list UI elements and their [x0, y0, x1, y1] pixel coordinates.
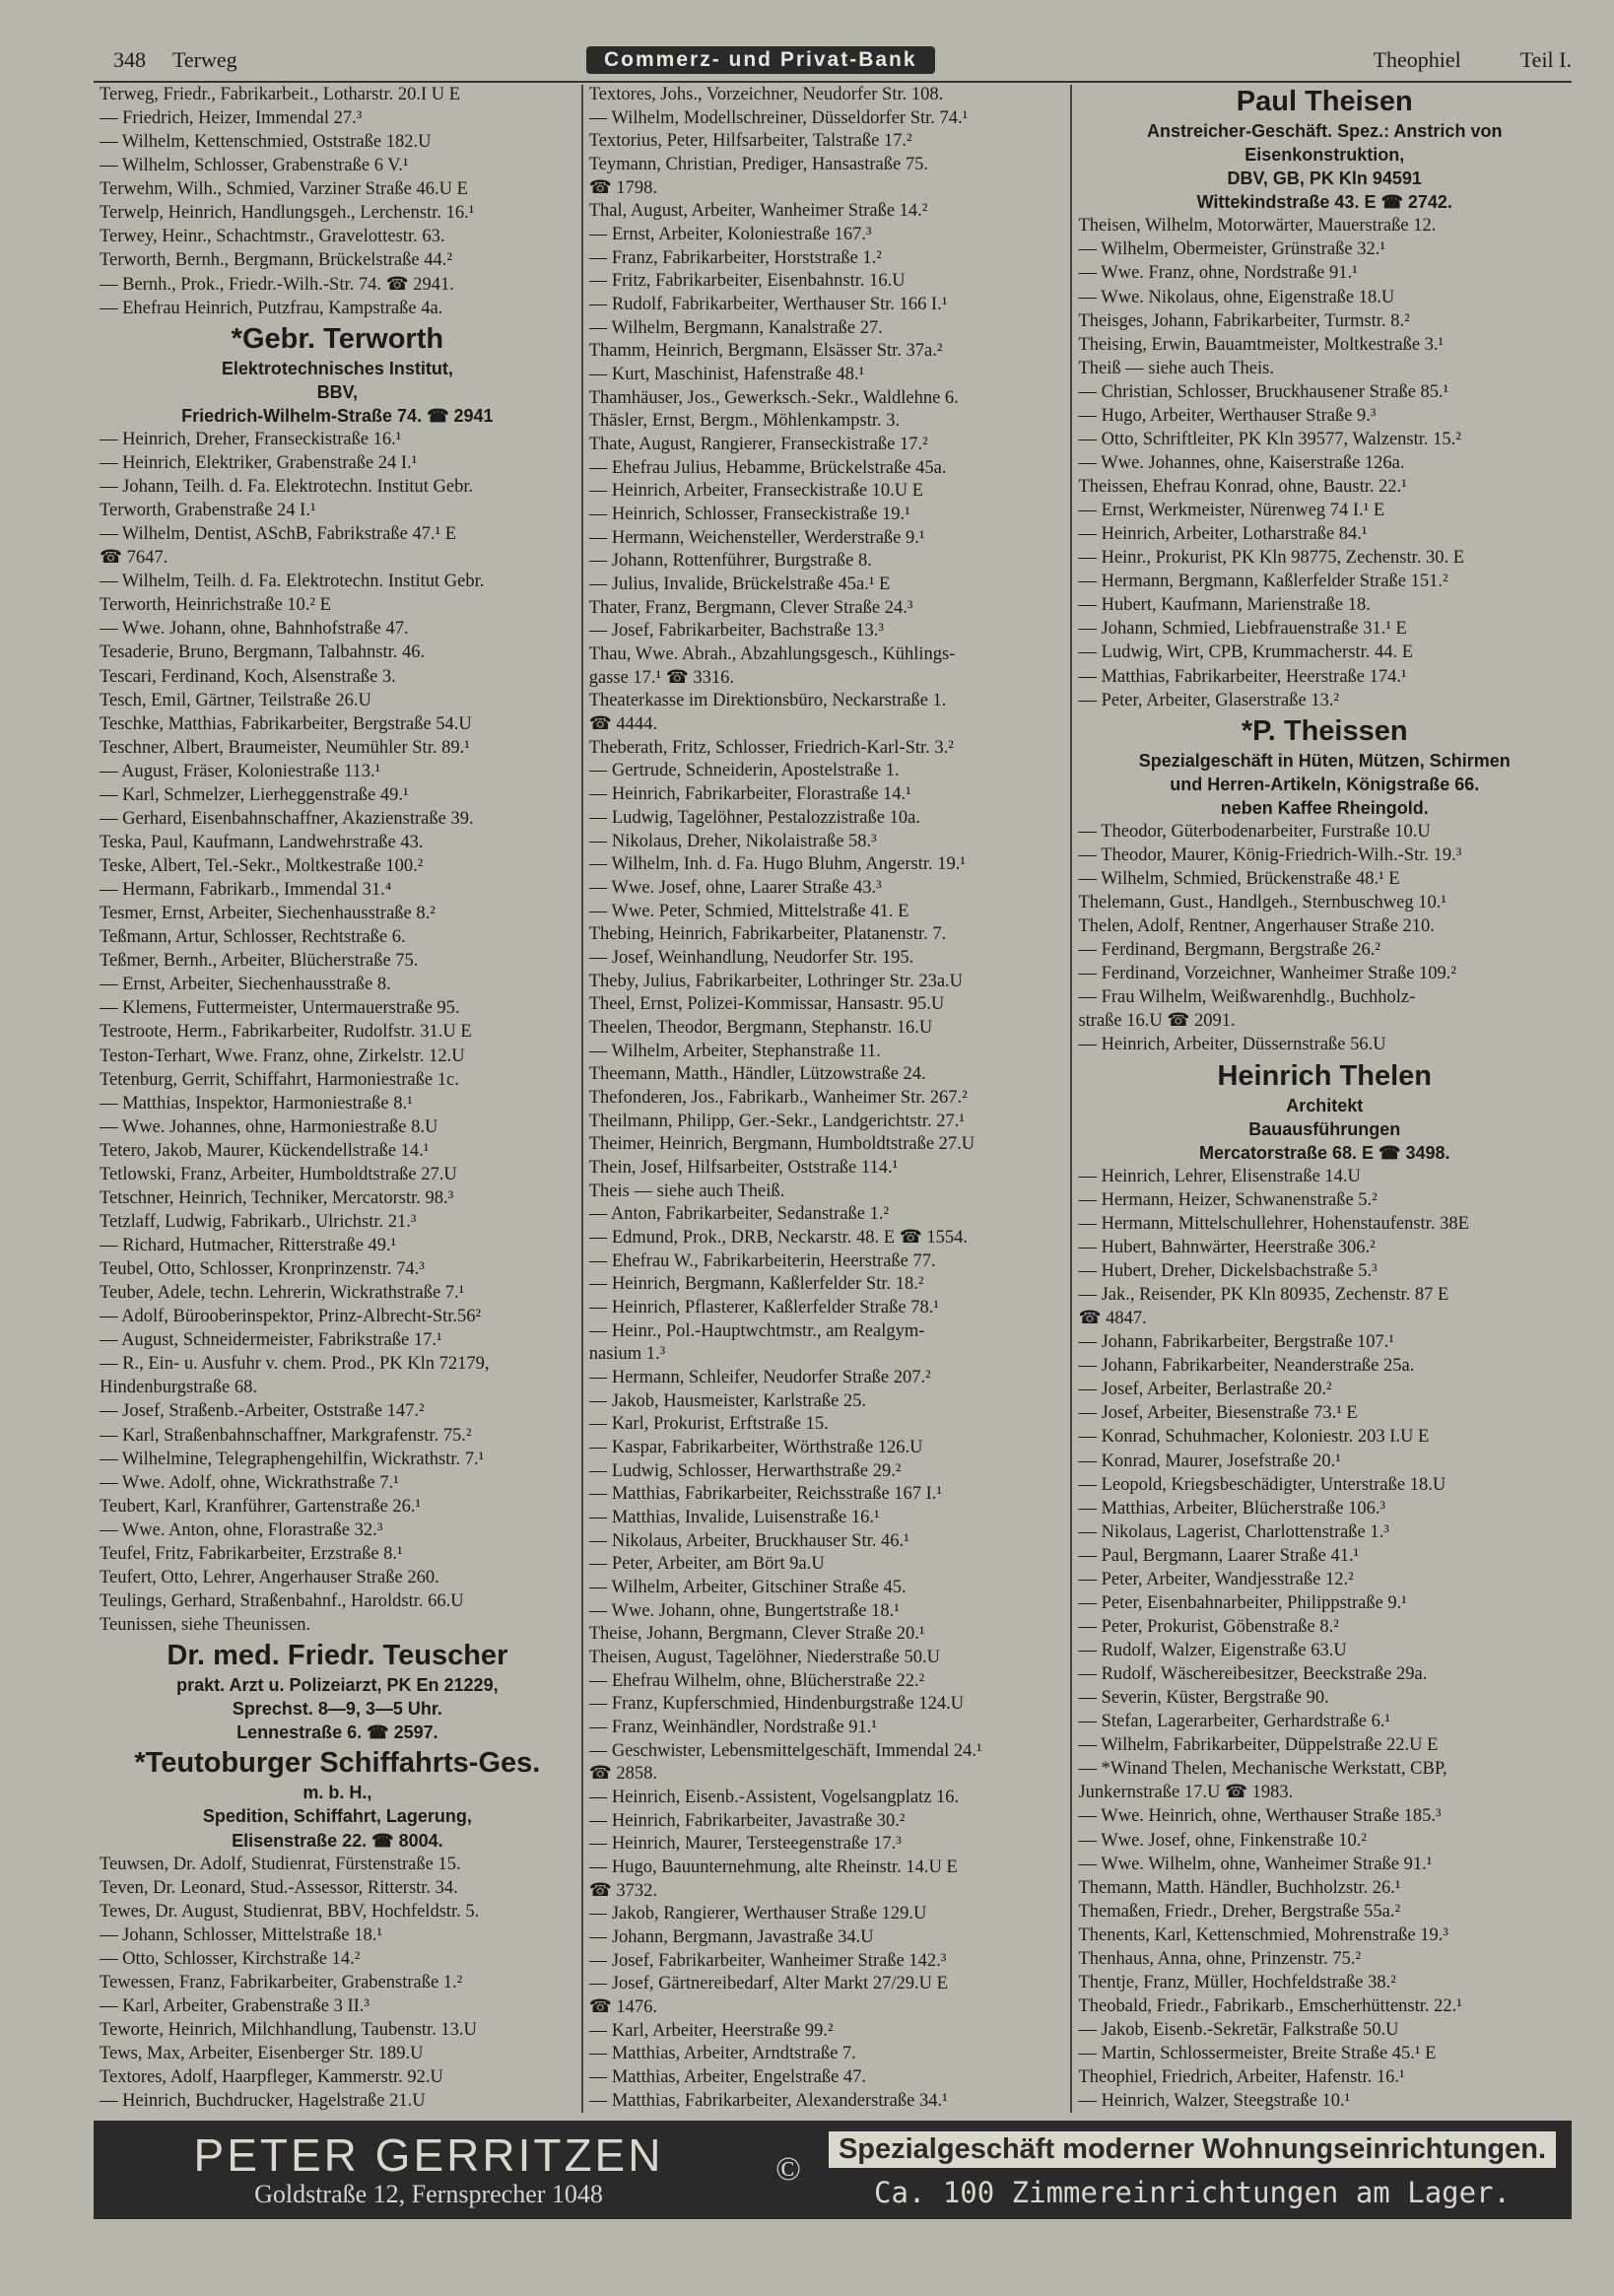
advert-line: Mercatorstraße 68. E ☎ 3498. — [1198, 1142, 1450, 1163]
directory-entry: — Heinr., Pol.-Hauptwchtmstr., am Realgym- — [588, 1320, 925, 1341]
directory-entry: Tews, Max, Arbeiter, Eisenberger Str. 189.U — [100, 2044, 424, 2064]
directory-entry: — Ernst, Arbeiter, Koloniestraße 167.³ — [588, 225, 872, 245]
directory-entry: Theise, Johann, Bergmann, Clever Straße 20.¹ — [588, 1624, 925, 1645]
directory-entry: — Karl, Arbeiter, Grabenstraße 3 II.³ — [100, 1995, 370, 2016]
directory-entry: — Heinrich, Bergmann, Kaßlerfelder Str. 18.² — [588, 1274, 924, 1295]
directory-entry: — Wwe. Johann, ohne, Bungertstraße 18.¹ — [588, 1600, 900, 1621]
advert-line: m. b. H., — [303, 1783, 372, 1803]
directory-entry: — Johann, Schmied, Liebfrauenstraße 31.¹ E — [1078, 619, 1407, 640]
directory-entry: — Wilhelm, Bergmann, Kanalstraße 27. — [588, 317, 883, 338]
directory-entry: — Matthias, Arbeiter, Arndtstraße 7. — [588, 2044, 856, 2064]
directory-entry: Theisen, August, Tagelöhner, Niederstraße 50.U — [588, 1648, 940, 1668]
directory-entry: Tesmer, Ernst, Arbeiter, Siechenhausstraße 8.² — [100, 904, 436, 924]
directory-entry: Tetlowski, Franz, Arbeiter, Humboldtstraße 27.U — [100, 1164, 457, 1184]
directory-entry: — Matthias, Fabrikarbeiter, Reichsstraße 167 I.¹ — [588, 1484, 943, 1505]
directory-entry: — Karl, Prokurist, Erftstraße 15. — [588, 1414, 829, 1435]
directory-entry: — Wilhelm, Modellschreiner, Düsseldorfer Str. 74.¹ — [588, 107, 969, 128]
directory-entry: Teska, Paul, Kaufmann, Landwehrstraße 43. — [100, 832, 424, 852]
directory-entry: Teymann, Christian, Prediger, Hansastraße 75. — [588, 155, 928, 175]
directory-entry: — Ferdinand, Bergmann, Bergstraße 26.² — [1078, 940, 1380, 961]
directory-entry: — Matthias, Arbeiter, Blücherstraße 106.³ — [1078, 1498, 1385, 1519]
advert-heading: *P. Theissen — [1241, 714, 1408, 747]
directory-columns — [94, 85, 1577, 2113]
directory-entry: Theis — siehe auch Theiß. — [588, 1181, 785, 1201]
directory-entry: — Wilhelm, Arbeiter, Gitschiner Straße 45. — [588, 1578, 907, 1597]
directory-entry: — Peter, Arbeiter, Wandjesstraße 12.² — [1078, 1569, 1354, 1589]
advert-heading: *Teutoburger Schiffahrts-Ges. — [134, 1747, 541, 1780]
directory-entry: — R., Ein- u. Ausfuhr v. chem. Prod., PK Kln 72179, — [100, 1354, 490, 1375]
directory-entry: — Leopold, Kriegsbeschädigter, Unterstraße 18.U — [1078, 1474, 1446, 1495]
directory-entry: Thal, August, Arbeiter, Wanheimer Straße 14.² — [588, 201, 928, 222]
advertiser-name: PETER GERRITZEN — [193, 2129, 664, 2181]
directory-entry: Themann, Matth. Händler, Buchholzstr. 26.¹ — [1078, 1877, 1401, 1898]
advertiser-stock: Ca. 100 Zimmereinrichtungen am Lager. — [873, 2175, 1511, 2209]
directory-entry: — Heinrich, Fabrikarbeiter, Florastraße 14.¹ — [588, 784, 911, 805]
directory-entry: Teston-Terhart, Wwe. Franz, ohne, Zirkelstr. 12.U — [100, 1046, 465, 1066]
directory-entry: Theiß — siehe auch Theis. — [1078, 358, 1274, 378]
directory-entry: — Wilhelm, Fabrikarbeiter, Düppelstraße 22.U E — [1078, 1735, 1439, 1756]
advert-line: Elektrotechnisches Institut, — [221, 358, 453, 378]
directory-entry: Thenhaus, Anna, ohne, Prinzenstr. 75.² — [1078, 1948, 1362, 1969]
directory-entry: Teufel, Fritz, Fabrikarbeiter, Erzstraße 8.¹ — [100, 1543, 403, 1564]
directory-entry: Thater, Franz, Bergmann, Clever Straße 24.³ — [588, 597, 913, 618]
directory-entry: Thenents, Karl, Kettenschmied, Mohrenstraße 19.³ — [1078, 1925, 1448, 1945]
directory-entry: Thebing, Heinrich, Fabrikarbeiter, Platanenstr. 7. — [588, 924, 947, 945]
directory-entry: — Konrad, Maurer, Josefstraße 20.¹ — [1078, 1451, 1341, 1471]
directory-entry: Thamhäuser, Jos., Gewerksch.-Sekr., Waldlehne 6. — [588, 387, 959, 408]
directory-entry: — Karl, Straßenbahnschaffner, Markgrafenstr. 75.² — [100, 1425, 472, 1446]
directory-entry: — Franz, Weinhändler, Nordstraße 91.¹ — [588, 1718, 877, 1738]
directory-entry: — Jakob, Hausmeister, Karlstraße 25. — [588, 1390, 867, 1411]
directory-entry: — Ferdinand, Vorzeichner, Wanheimer Straße 109.² — [1078, 964, 1456, 984]
directory-entry: Thäsler, Ernst, Bergm., Möhlenkampstr. 3. — [588, 411, 901, 432]
trademark-icon: © — [775, 2151, 801, 2188]
directory-entry: — Anton, Fabrikarbeiter, Sedanstraße 1.² — [588, 1204, 890, 1225]
directory-entry: Teschner, Albert, Braumeister, Neumühler Str. 89.¹ — [100, 737, 470, 758]
directory-entry: — Wilhelm, Teilh. d. Fa. Elektrotechn. Institut Gebr. — [100, 572, 485, 592]
advert-heading: Dr. med. Friedr. Teuscher — [167, 1640, 508, 1672]
directory-entry: — Ludwig, Wirt, CPB, Krummacherstr. 44. E — [1078, 642, 1414, 663]
directory-entry: Teufert, Otto, Lehrer, Angerhauser Straße 260. — [100, 1567, 439, 1587]
directory-entry: — *Winand Thelen, Mechanische Werkstatt, CBP, — [1078, 1759, 1447, 1780]
directory-entry: — Nikolaus, Dreher, Nikolaistraße 58.³ — [588, 831, 877, 851]
page-number: 348 — [113, 47, 146, 72]
directory-entry: Tesaderie, Bruno, Bergmann, Talbahnstr. 46. — [100, 642, 426, 663]
directory-entry: — Wwe. Heinrich, ohne, Werthauser Straße 185.³ — [1078, 1806, 1442, 1827]
directory-entry: — Johann, Schlosser, Mittelstraße 18.¹ — [100, 1925, 382, 1945]
directory-entry: — Nikolaus, Arbeiter, Bruckhauser Str. 46.¹ — [588, 1530, 909, 1551]
advert-heading: *Gebr. Terworth — [231, 322, 444, 355]
directory-entry: — Johann, Teilh. d. Fa. Elektrotechn. Institut Gebr. — [100, 477, 474, 497]
directory-entry: — Kurt, Maschinist, Hafenstraße 48.¹ — [588, 365, 865, 385]
directory-entry: — Ehefrau Wilhelm, ohne, Blücherstraße 22.² — [588, 1670, 925, 1691]
directory-entry: — Peter, Arbeiter, Glaserstraße 13.² — [1078, 690, 1339, 710]
directory-entry: — Matthias, Fabrikarbeiter, Heerstraße 174.¹ — [1078, 666, 1407, 687]
advert-line: Elisenstraße 22. ☎ 8004. — [232, 1830, 443, 1851]
directory-entry: — Heinrich, Pflasterer, Kaßlerfelder Straße 78.¹ — [588, 1297, 939, 1317]
directory-entry: Theimer, Heinrich, Bergmann, Humboldtstraße 27.U — [588, 1134, 975, 1155]
directory-entry: Textores, Adolf, Haarpfleger, Kammerstr. 92.U — [100, 2067, 443, 2088]
directory-entry: — Johann, Rottenführer, Burgstraße 8. — [588, 551, 872, 572]
directory-entry: Teßmer, Bernh., Arbeiter, Blücherstraße 75. — [100, 951, 419, 972]
directory-entry: Teuwsen, Dr. Adolf, Studienrat, Fürstenstraße 15. — [100, 1854, 461, 1874]
directory-entry: ☎ 4847. — [1078, 1309, 1147, 1329]
directory-entry: — Rudolf, Walzer, Eigenstraße 63.U — [1078, 1641, 1347, 1660]
directory-entry: Teubert, Karl, Kranführer, Gartenstraße 26.¹ — [100, 1496, 422, 1517]
directory-entry: — Matthias, Arbeiter, Engelstraße 47. — [588, 2067, 867, 2088]
directory-entry: — Karl, Schmelzer, Lierheggenstraße 49.¹ — [100, 784, 409, 805]
directory-entry: — Wilhelm, Arbeiter, Stephanstraße 11. — [588, 1041, 881, 1061]
directory-entry: Thate, August, Rangierer, Franseckistraße 17.² — [588, 435, 928, 455]
directory-entry: — Hugo, Arbeiter, Werthauser Straße 9.³ — [1078, 405, 1377, 426]
directory-entry: — Ehefrau Heinrich, Putzfrau, Kampstraße 4a. — [100, 298, 443, 318]
directory-entry: — Martin, Schlossermeister, Breite Straße 45.¹ E — [1078, 2044, 1437, 2064]
directory-entry: — Hugo, Bauunternehmung, alte Rheinstr. 14.U E — [588, 1857, 958, 1878]
directory-entry: — Josef, Gärtnereibedarf, Alter Markt 27/29.U E — [588, 1974, 948, 1994]
directory-entry: — Jakob, Rangierer, Werthauser Straße 129.U — [588, 1904, 927, 1925]
directory-entry: — Paul, Bergmann, Laarer Straße 41.¹ — [1078, 1545, 1360, 1566]
directory-entry: Tetenburg, Gerrit, Schiffahrt, Harmoniestraße 1c. — [100, 1069, 459, 1090]
directory-entry: — Josef, Arbeiter, Berlastraße 20.² — [1078, 1380, 1332, 1400]
directory-entry: — Rudolf, Fabrikarbeiter, Werthauser Str. 166 I.¹ — [588, 295, 948, 315]
directory-entry: Terworth, Grabenstraße 24 I.¹ — [100, 501, 316, 521]
directory-entry: Theilmann, Philipp, Ger.-Sekr., Landgerichtstr. 27.¹ — [588, 1111, 965, 1131]
directory-entry: — Wwe. Anton, ohne, Florastraße 32.³ — [100, 1519, 383, 1540]
directory-entry: — Frau Wilhelm, Weißwarenhdlg., Buchholz- — [1078, 987, 1416, 1008]
directory-entry: ☎ 2858. — [588, 1764, 658, 1785]
directory-entry: — Wwe. Josef, ohne, Laarer Straße 43.³ — [588, 877, 882, 898]
directory-entry: Terworth, Bernh., Bergmann, Brückelstraße 44.² — [100, 250, 452, 271]
directory-entry: Teworte, Heinrich, Milchhandlung, Taubenstr. 13.U — [100, 2020, 477, 2040]
directory-entry: — Heinrich, Arbeiter, Düssernstraße 56.U — [1078, 1035, 1386, 1055]
directory-entry: — Jakob, Eisenb.-Sekretär, Falkstraße 50.U — [1078, 2020, 1399, 2040]
directory-entry: — Rudolf, Wäschereibesitzer, Beeckstraße 29a. — [1078, 1664, 1428, 1685]
directory-entry: — Franz, Kupferschmied, Hindenburgstraße 124.U — [588, 1694, 965, 1715]
directory-entry: — Wilhelm, Kettenschmied, Oststraße 182.U — [100, 132, 432, 153]
first-keyword: Terweg — [172, 47, 237, 72]
directory-entry: — Jak., Reisender, PK Kln 80935, Zechenstr. 87 E — [1078, 1285, 1449, 1306]
directory-entry: — Wilhelm, Schlosser, Grabenstraße 6 V.¹ — [100, 156, 409, 176]
part-label: Teil I. — [1519, 47, 1572, 72]
advert-line: BBV, — [316, 381, 359, 402]
directory-entry: — Heinrich, Maurer, Tersteegenstraße 17.³ — [588, 1834, 902, 1855]
directory-entry: — Ludwig, Schlosser, Herwarthstraße 29.² — [588, 1460, 902, 1481]
advert-line: und Herren-Artikeln, Königstraße 66. — [1170, 774, 1480, 794]
directory-entry: — Hermann, Bergmann, Kaßlerfelder Straße 151.² — [1078, 572, 1448, 592]
directory-entry: Teske, Albert, Tel.-Sekr., Moltkestraße 100.² — [100, 856, 424, 876]
advert-line: Friedrich-Wilhelm-Straße 74. ☎ 2941 — [181, 405, 494, 426]
directory-entry: — Johann, Fabrikarbeiter, Neanderstraße 25a. — [1078, 1356, 1415, 1377]
directory-entry: Terwehm, Wilh., Schmied, Varziner Straße 46.U E — [100, 179, 468, 200]
directory-entry: — Friedrich, Heizer, Immendal 27.³ — [100, 108, 363, 129]
advert-line: Eisenkonstruktion, — [1244, 145, 1405, 166]
directory-entry: — Gerhard, Eisenbahnschaffner, Akazienstraße 39. — [100, 808, 474, 829]
directory-entry: — Hermann, Fabrikarb., Immendal 31.⁴ — [100, 880, 392, 901]
directory-entry: Junkernstraße 17.U ☎ 1983. — [1078, 1783, 1294, 1803]
directory-entry: — Ehefrau W., Fabrikarbeiterin, Heerstraße 77. — [588, 1250, 936, 1271]
directory-entry: — Otto, Schriftleiter, PK Kln 39577, Walzenstr. 15.² — [1078, 429, 1461, 449]
directory-entry: — Heinrich, Eisenb.-Assistent, Vogelsangplatz 16. — [588, 1788, 960, 1808]
directory-entry: — Stefan, Lagerarbeiter, Gerhardstraße 6.¹ — [1078, 1712, 1391, 1732]
directory-entry: Teunissen, siehe Theunissen. — [100, 1615, 311, 1635]
directory-entry: — Ernst, Arbeiter, Siechenhausstraße 8. — [100, 975, 391, 995]
advert-line: Wittekindstraße 43. E ☎ 2742. — [1196, 192, 1452, 213]
directory-entry: Tesch, Emil, Gärtner, Teilstraße 26.U — [100, 690, 371, 710]
directory-entry: — Josef, Arbeiter, Biesenstraße 73.¹ E — [1078, 1403, 1358, 1424]
directory-entry: Theberath, Fritz, Schlosser, Friedrich-Karl-Str. 3.² — [588, 737, 954, 758]
directory-entry: — Wwe. Johann, ohne, Bahnhofstraße 47. — [100, 619, 409, 640]
directory-entry: — Hermann, Schleifer, Neudorfer Straße 207.² — [588, 1367, 931, 1387]
directory-entry: Teulings, Gerhard, Straßenbahnf., Haroldstr. 66.U — [100, 1590, 464, 1611]
column-2 — [583, 85, 1073, 2113]
directory-entry: Tetschner, Heinrich, Techniker, Mercatorstr. 98.³ — [100, 1187, 454, 1208]
advert-heading: Heinrich Thelen — [1217, 1059, 1433, 1092]
directory-entry: Thelen, Adolf, Rentner, Angerhauser Straße 210. — [1078, 916, 1435, 937]
advert-line: Bauausführungen — [1248, 1118, 1401, 1139]
directory-entry: — Gertrude, Schneiderin, Apostelstraße 1. — [588, 761, 900, 781]
directory-entry: — Fritz, Fabrikarbeiter, Eisenbahnstr. 16.U — [588, 271, 906, 292]
directory-entry: — Severin, Küster, Bergstraße 90. — [1078, 1688, 1329, 1709]
advert-line: Lennestraße 6. ☎ 2597. — [236, 1722, 438, 1743]
directory-entry: — Wilhelm, Obermeister, Grünstraße 32.¹ — [1078, 239, 1385, 260]
directory-entry: Teubel, Otto, Schlosser, Kronprinzenstr. 74.³ — [100, 1259, 425, 1280]
directory-entry: — Richard, Hutmacher, Ritterstraße 49.¹ — [100, 1236, 397, 1255]
directory-entry: Thamm, Heinrich, Bergmann, Elsässer Str. 37a.² — [588, 341, 943, 362]
directory-entry: Testroote, Herm., Fabrikarbeiter, Rudolfstr. 31.U E — [100, 1022, 472, 1043]
directory-entry: — Heinrich, Buchdrucker, Hagelstraße 21.U — [100, 2091, 426, 2112]
column-3 — [1072, 85, 1577, 2113]
directory-entry: — Wilhelm, Schmied, Brückenstraße 48.¹ E — [1078, 869, 1400, 889]
advert-line: DBV, GB, PK Kln 94591 — [1227, 169, 1422, 189]
directory-entry: — Heinrich, Elektriker, Grabenstraße 24 I.¹ — [100, 452, 418, 473]
footer-advertisement — [94, 2121, 1572, 2219]
directory-entry: — August, Fräser, Koloniestraße 113.¹ — [100, 761, 381, 781]
directory-entry: — Konrad, Schuhmacher, Koloniestr. 203 I.U E — [1078, 1427, 1430, 1448]
directory-entry: Teschke, Matthias, Fabrikarbeiter, Bergstraße 54.U — [100, 713, 472, 734]
advert-line: Spezialgeschäft in Hüten, Mützen, Schirmen — [1138, 750, 1511, 771]
directory-entry: — Josef, Fabrikarbeiter, Bachstraße 13.³ — [588, 621, 884, 642]
directory-entry: — Peter, Arbeiter, am Bört 9a.U — [588, 1554, 825, 1575]
directory-entry: Tetzlaff, Ludwig, Fabrikarb., Ulrichstr. 21.³ — [100, 1211, 417, 1232]
directory-entry: ☎ 3732. — [588, 1880, 658, 1901]
directory-entry: — Wilhelm, Inh. d. Fa. Hugo Bluhm, Angerstr. 19.¹ — [588, 854, 966, 875]
directory-entry: — Hubert, Dreher, Dickelsbachstraße 5.³ — [1078, 1261, 1378, 1281]
directory-entry: Thentje, Franz, Müller, Hochfeldstraße 38.² — [1078, 1972, 1396, 1992]
advert-line: Spedition, Schiffahrt, Lagerung, — [202, 1806, 472, 1827]
directory-entry: Theaterkasse im Direktionsbüro, Neckarstraße 1. — [588, 691, 947, 711]
directory-entry: gasse 17.¹ ☎ 3316. — [588, 667, 735, 688]
directory-entry: — Peter, Eisenbahnarbeiter, Philippstraße 9.¹ — [1078, 1592, 1407, 1613]
directory-entry: — Heinrich, Lehrer, Elisenstraße 14.U — [1078, 1166, 1361, 1186]
directory-entry: — Wwe. Adolf, ohne, Wickrathstraße 7.¹ — [100, 1472, 399, 1493]
directory-entry: — Peter, Prokurist, Göbenstraße 8.² — [1078, 1616, 1339, 1637]
directory-entry: — Wwe. Nikolaus, ohne, Eigenstraße 18.U — [1078, 287, 1395, 307]
directory-entry: ☎ 1798. — [588, 177, 658, 198]
directory-entry: — Hermann, Heizer, Schwanenstraße 5.² — [1078, 1189, 1378, 1210]
directory-entry: — Johann, Fabrikarbeiter, Bergstraße 107.¹ — [1078, 1332, 1394, 1353]
directory-entry: — Wwe. Johannes, ohne, Harmoniestraße 8.U — [100, 1116, 438, 1137]
directory-entry: — Wwe. Josef, ohne, Finkenstraße 10.² — [1078, 1830, 1367, 1851]
last-keyword: Theophiel — [1373, 47, 1461, 72]
directory-entry: — Heinrich, Arbeiter, Lotharstraße 84.¹ — [1078, 524, 1368, 545]
directory-entry: Textores, Johs., Vorzeichner, Neudorfer Str. 108. — [588, 85, 944, 104]
bank-advert-banner: Commerz- und Privat-Bank — [586, 46, 935, 74]
advert-line: Sprechst. 8—9, 3—5 Uhr. — [232, 1699, 442, 1720]
advert-line: Anstreicher-Geschäft. Spez.: Anstrich von — [1147, 121, 1503, 142]
directory-entry: — Julius, Invalide, Brückelstraße 45a.¹ E — [588, 574, 891, 595]
directory-entry: Terwelp, Heinrich, Handlungsgeh., Lerchenstr. 16.¹ — [100, 203, 475, 224]
directory-entry: Theemann, Matth., Händler, Lützowstraße 24. — [588, 1064, 926, 1085]
directory-entry: — Josef, Weinhandlung, Neudorfer Str. 195. — [588, 947, 914, 968]
advert-line: prakt. Arzt u. Polizeiarzt, PK En 21229, — [176, 1675, 499, 1696]
column-1 — [94, 85, 583, 2113]
directory-entry: Thelemann, Gust., Handlgeh., Sternbuschweg 10.¹ — [1078, 893, 1446, 913]
directory-entry: — Wilhelmine, Telegraphengehilfin, Wickrathstr. 7.¹ — [100, 1449, 485, 1469]
directory-entry: ☎ 7647. — [100, 548, 168, 569]
directory-entry: Theby, Julius, Fabrikarbeiter, Lothringer Str. 23a.U — [588, 971, 964, 991]
directory-entry: Thein, Josef, Hilfsarbeiter, Oststraße 114.¹ — [588, 1157, 899, 1178]
directory-entry: — Heinrich, Dreher, Franseckistraße 16.¹ — [100, 429, 402, 449]
directory-entry: — Edmund, Prok., DRB, Neckarstr. 48. E ☎ 1554. — [588, 1227, 969, 1248]
directory-entry: — Josef, Fabrikarbeiter, Wanheimer Straße 142.³ — [588, 1950, 947, 1971]
directory-entry: Terworth, Heinrichstraße 10.² E — [100, 595, 331, 616]
directory-entry: Theising, Erwin, Bauamtmeister, Moltkestraße 3.¹ — [1078, 334, 1445, 355]
directory-entry: — Josef, Straßenb.-Arbeiter, Oststraße 147.² — [100, 1401, 425, 1422]
directory-entry: nasium 1.³ — [588, 1344, 666, 1365]
directory-entry: — Adolf, Bürooberinspektor, Prinz-Albrecht-Str.56² — [100, 1307, 482, 1327]
directory-entry: ☎ 1476. — [588, 1997, 658, 2018]
directory-entry: Tewessen, Franz, Fabrikarbeiter, Grabenstraße 1.² — [100, 1972, 463, 1992]
directory-entry: Theobald, Friedr., Fabrikarb., Emscherhüttenstr. 22.¹ — [1078, 1995, 1462, 2016]
directory-entry: — Franz, Fabrikarbeiter, Horststraße 1.² — [588, 247, 882, 268]
directory-entry: Terwey, Heinr., Schachtmstr., Gravelottestr. 63. — [100, 227, 445, 247]
directory-entry: ☎ 4444. — [588, 714, 658, 735]
directory-entry: — Hermann, Weichensteller, Werderstraße 9.¹ — [588, 527, 925, 548]
directory-entry: Theelen, Theodor, Bergmann, Stephanstr. 16.U — [588, 1017, 933, 1038]
directory-entry: — Theodor, Güterbodenarbeiter, Furstraße 10.U — [1078, 821, 1431, 842]
directory-entry: — Ehefrau Julius, Hebamme, Brückelstraße 45a. — [588, 457, 947, 478]
directory-entry: — Ernst, Werkmeister, Nürenweg 74 I.¹ E — [1078, 501, 1385, 521]
directory-entry: — Otto, Schlosser, Kirchstraße 14.² — [100, 1948, 361, 1969]
advert-line: Architekt — [1286, 1095, 1364, 1115]
directory-entry: — Theodor, Maurer, König-Friedrich-Wilh.-Str. 19.³ — [1078, 844, 1462, 865]
directory-entry: — Wwe. Johannes, ohne, Kaiserstraße 126a. — [1078, 452, 1405, 473]
directory-entry: straße 16.U ☎ 2091. — [1078, 1011, 1236, 1032]
directory-entry: Themaßen, Friedr., Dreher, Bergstraße 55a.² — [1078, 1901, 1401, 1922]
directory-entry: — Matthias, Fabrikarbeiter, Alexanderstraße 34.¹ — [588, 2090, 948, 2111]
directory-entry: — Heinr., Prokurist, PK Kln 98775, Zechenstr. 30. E — [1078, 548, 1465, 569]
directory-entry: — August, Schneidermeister, Fabrikstraße 17.¹ — [100, 1330, 442, 1351]
directory-entry: Theisges, Johann, Fabrikarbeiter, Turmstr. 8.² — [1078, 310, 1410, 331]
directory-entry: Theisen, Wilhelm, Motorwärter, Mauerstraße 12. — [1078, 216, 1437, 236]
directory-entry: — Kaspar, Fabrikarbeiter, Wörthstraße 126.U — [588, 1437, 923, 1457]
directory-entry: — Heinrich, Arbeiter, Franseckistraße 10.U E — [588, 481, 924, 502]
directory-entry: Theissen, Ehefrau Konrad, ohne, Baustr. 22.¹ — [1078, 477, 1407, 497]
advertiser-address: Goldstraße 12, Fernsprecher 1048 — [254, 2180, 603, 2208]
directory-entry: — Johann, Bergmann, Javastraße 34.U — [588, 1927, 874, 1948]
directory-entry: Terweg, Friedr., Fabrikarbeit., Lotharstr. 20.I U E — [100, 85, 461, 104]
directory-entry: — Heinrich, Fabrikarbeiter, Javastraße 30.² — [588, 1810, 906, 1831]
directory-entry: — Wwe. Wilhelm, ohne, Wanheimer Straße 91.¹ — [1078, 1854, 1433, 1874]
directory-entry: Hindenburgstraße 68. — [100, 1378, 257, 1398]
directory-entry: — Bernh., Prok., Friedr.-Wilh.-Str. 74. ☎ 2941. — [100, 274, 454, 295]
page-header — [113, 43, 1572, 77]
directory-entry: Tetero, Jakob, Maurer, Kückendellstraße 14.¹ — [100, 1140, 430, 1161]
directory-entry: — Matthias, Invalide, Luisenstraße 16.¹ — [588, 1507, 880, 1527]
directory-entry: — Wilhelm, Dentist, ASchB, Fabrikstraße 47.¹ E — [100, 524, 457, 545]
directory-entry: — Wwe. Franz, ohne, Nordstraße 91.¹ — [1078, 263, 1358, 284]
directory-entry: — Ludwig, Tagelöhner, Pestalozzistraße 10a. — [588, 807, 920, 828]
directory-entry: — Klemens, Futtermeister, Untermauerstraße 95. — [100, 998, 460, 1019]
directory-entry: — Heinrich, Schlosser, Franseckistraße 19.¹ — [588, 505, 910, 525]
directory-entry: Teven, Dr. Leonard, Stud.-Assessor, Ritterstr. 34. — [100, 1877, 458, 1898]
directory-entry: — Wwe. Peter, Schmied, Mittelstraße 41. E — [588, 901, 909, 921]
directory-entry: Tewes, Dr. August, Studienrat, BBV, Hochfeldstr. 5. — [100, 1901, 480, 1922]
directory-entry: Teßmann, Artur, Schlosser, Rechtstraße 6. — [100, 927, 406, 948]
directory-entry: — Christian, Schlosser, Bruckhausener Straße 85.¹ — [1078, 381, 1449, 402]
directory-entry: Textorius, Peter, Hilfsarbeiter, Talstraße 17.² — [588, 131, 912, 152]
directory-entry: — Matthias, Inspektor, Harmoniestraße 8.¹ — [100, 1093, 413, 1114]
advertiser-specialty: Spezialgeschäft moderner Wohnungseinrichtungen. — [829, 2131, 1556, 2168]
directory-entry: — Nikolaus, Lagerist, Charlottenstraße 1.³ — [1078, 1521, 1389, 1542]
directory-entry: — Heinrich, Walzer, Steegstraße 10.¹ — [1078, 2091, 1351, 2112]
directory-entry: — Geschwister, Lebensmittelgeschäft, Immendal 24.¹ — [588, 1740, 982, 1761]
directory-entry: — Karl, Arbeiter, Heerstraße 99.² — [588, 2020, 834, 2041]
header-rule — [94, 81, 1572, 83]
directory-entry: — Hubert, Bahnwärter, Heerstraße 306.² — [1078, 1237, 1376, 1257]
directory-entry: Thefonderen, Jos., Fabrikarb., Wanheimer Str. 267.² — [588, 1087, 968, 1108]
advert-line: neben Kaffee Rheingold. — [1220, 797, 1429, 818]
directory-entry: Thau, Wwe. Abrah., Abzahlungsgesch., Kühlings- — [588, 644, 956, 665]
directory-entry: — Hermann, Mittelschullehrer, Hohenstaufenstr. 38E — [1078, 1213, 1469, 1234]
directory-entry: Teuber, Adele, techn. Lehrerin, Wickrathstraße 7.¹ — [100, 1283, 465, 1304]
directory-entry: Theophiel, Friedrich, Arbeiter, Hafenstr. 16.¹ — [1078, 2067, 1405, 2088]
directory-entry: — Hubert, Kaufmann, Marienstraße 18. — [1078, 595, 1371, 616]
directory-entry: Theel, Ernst, Polizei-Kommissar, Hansastr. 95.U — [588, 994, 945, 1015]
directory-entry: Tescari, Ferdinand, Koch, Alsenstraße 3. — [100, 666, 396, 687]
advert-heading: Paul Theisen — [1236, 86, 1413, 117]
